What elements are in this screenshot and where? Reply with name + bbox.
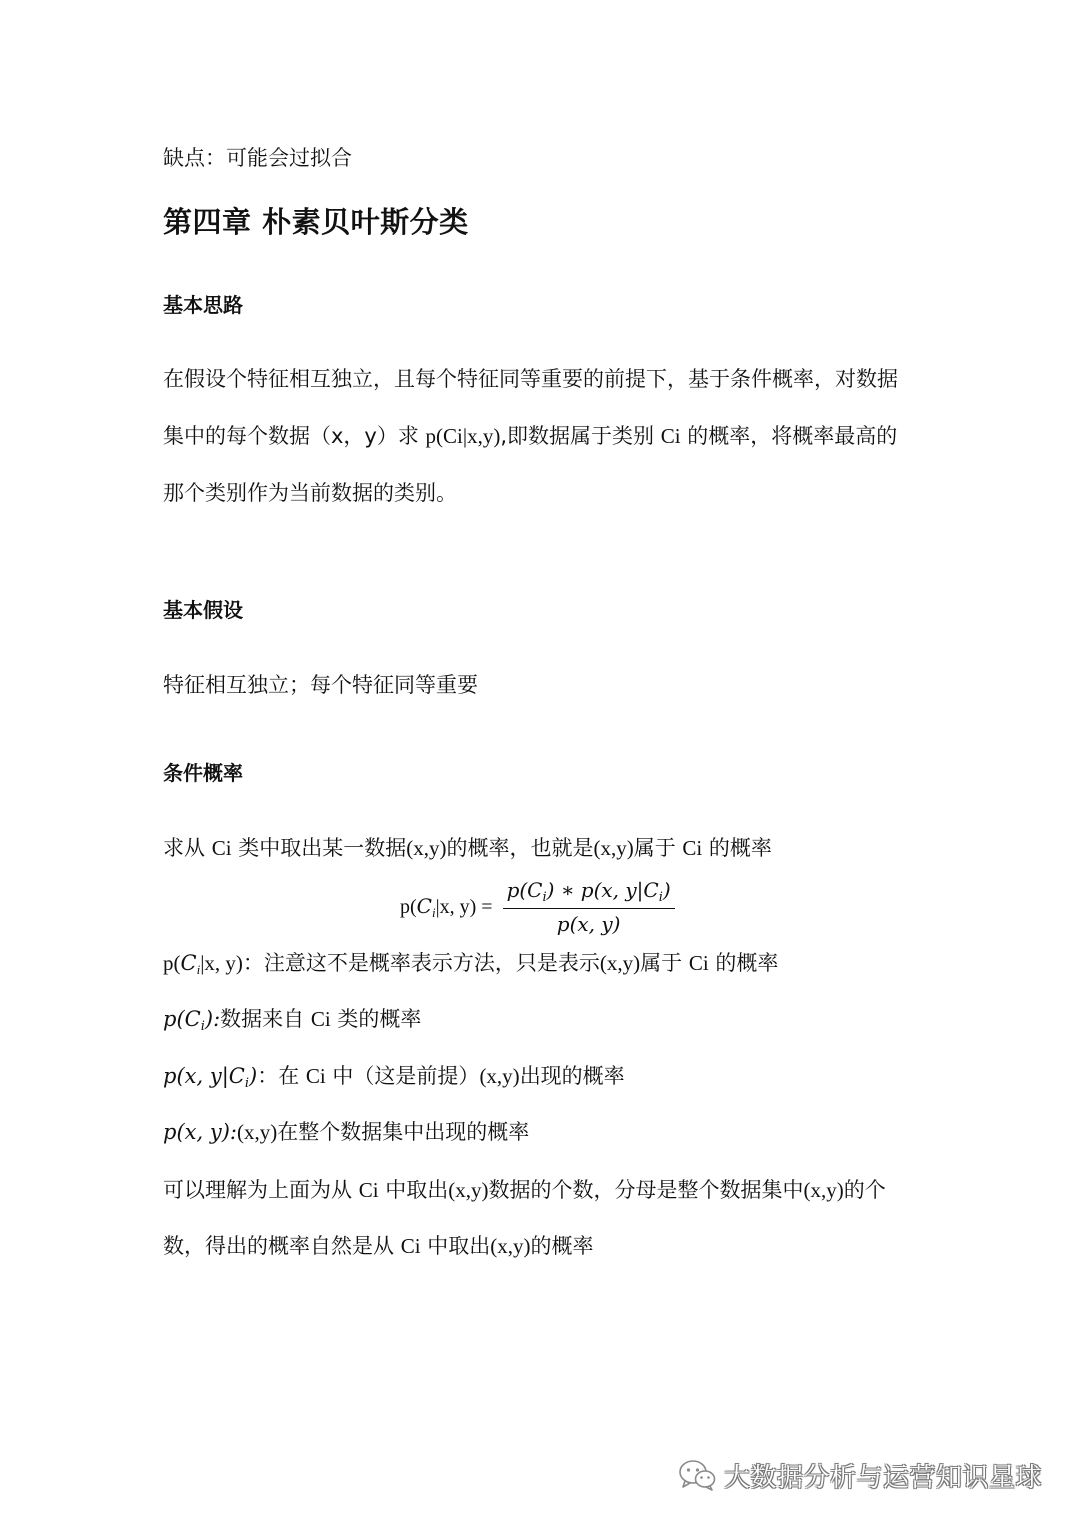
math-part: p(: [163, 951, 181, 975]
math-span: (x,y): [448, 1178, 489, 1202]
wechat-icon: [678, 1458, 716, 1492]
section-conditional-probability: 条件概率: [163, 761, 243, 785]
math-part: ): [249, 1064, 258, 1088]
chapter-title: 第四章 朴素贝叶斯分类: [163, 205, 469, 239]
explanation-line-1: [163, 1180, 886, 1201]
math-part: |x, y): [200, 951, 243, 975]
text-span: ：在: [257, 1064, 306, 1088]
math-span: Ci: [211, 836, 232, 860]
text-span: 类的概率: [330, 1007, 422, 1031]
math-span: Ci: [682, 836, 703, 860]
formula-denominator: p(x, y): [556, 912, 621, 936]
text-span: 的个: [843, 1178, 886, 1202]
text-span: 的概率，将概率最高的: [680, 424, 898, 448]
math-part: C: [180, 951, 197, 975]
math-part: ):: [204, 1007, 221, 1031]
math-span: (x,y): [803, 1178, 844, 1202]
math-span: Ci: [305, 1064, 326, 1088]
definition-line-2: [163, 1009, 421, 1033]
definition-line-3: [163, 1066, 625, 1090]
formula-part: p(: [400, 895, 417, 918]
drawback-line: 缺点：可能会过拟合: [163, 146, 352, 170]
math-span: Ci: [660, 424, 681, 448]
formula-part: ) ∗ p(x, y|C: [546, 878, 659, 902]
math-span: Ci: [358, 1178, 379, 1202]
math-span: (x,y): [236, 1120, 278, 1144]
text-span: 属于: [640, 951, 689, 975]
definition-line-1: [163, 953, 778, 976]
formula-subscript: i: [431, 904, 436, 920]
text-span: ：注意这不是概率表示方法，只是表示: [242, 951, 600, 975]
text-span: 类中取出某一数据: [231, 836, 407, 860]
text-span: 的概率: [530, 1234, 594, 1258]
text-span: 出现的概率: [519, 1064, 625, 1088]
text-span: 中取出: [420, 1234, 491, 1258]
formula-subscript: i: [542, 890, 547, 905]
assumption-line: 特征相互独立；每个特征同等重要: [163, 673, 478, 697]
math-span: [163, 1064, 258, 1091]
watermark-text: 大数据分析与运营知识星球: [724, 1462, 1043, 1493]
text-span: 的概率: [702, 836, 772, 860]
text-span: 可以理解为上面为从: [163, 1178, 359, 1202]
watermark: [678, 1450, 1042, 1500]
paragraph-line-1: 在假设个特征相互独立，且每个特征同等重要的前提下，基于条件概率，对数据: [163, 367, 898, 391]
conditional-line: [163, 838, 772, 859]
formula-part: C: [416, 893, 432, 918]
math-part: p(C: [163, 1007, 201, 1031]
formula-part: ): [662, 878, 671, 902]
math-span: p(Ci|x,y): [425, 424, 501, 448]
formula-subscript: i: [658, 890, 663, 905]
math-span: Ci: [400, 1234, 421, 1258]
math-span: p(x, y):: [163, 1120, 237, 1144]
formula-part: p(C: [506, 878, 543, 902]
math-subscript: i: [200, 1019, 205, 1034]
text-span: 集中的每个数据（x，y）求: [163, 424, 426, 448]
text-span: 在整个数据集中出现的概率: [277, 1120, 530, 1144]
explanation-line-2: [163, 1236, 593, 1257]
math-span: [163, 1007, 221, 1034]
text-span: 的概率，也就是: [446, 836, 594, 860]
math-span: [163, 951, 243, 975]
text-span: ,即数据属于类别: [500, 424, 661, 448]
text-span: 属于: [633, 836, 683, 860]
bayes-formula: [400, 876, 675, 938]
math-span: (x,y): [599, 951, 641, 975]
math-part: p(x, y|C: [163, 1064, 245, 1088]
text-span: 求从: [163, 836, 212, 860]
math-subscript: i: [196, 962, 201, 977]
text-span: 的概率: [708, 951, 779, 975]
formula-fraction: [503, 878, 675, 936]
math-span: (x,y): [593, 836, 634, 860]
text-span: 数据的个数，分母是整个数据集中: [488, 1178, 804, 1202]
text-span: 数，得出的概率自然是从: [163, 1234, 401, 1258]
definition-line-4: [163, 1122, 529, 1143]
math-span: (x,y): [406, 836, 447, 860]
formula-lhs: [400, 894, 493, 921]
text-span: 数据来自: [220, 1007, 311, 1031]
math-span: Ci: [688, 951, 709, 975]
text-span: 中（这是前提）: [325, 1064, 480, 1088]
math-span: (x,y): [479, 1064, 520, 1088]
paragraph-line-3: 那个类别作为当前数据的类别。: [163, 481, 457, 505]
math-subscript: i: [244, 1076, 250, 1091]
text-span: 中取出: [378, 1178, 449, 1202]
section-basic-assumption: 基本假设: [163, 598, 243, 622]
paragraph-line-2: [163, 426, 897, 447]
section-basic-idea: 基本思路: [163, 293, 243, 317]
math-span: (x,y): [490, 1234, 531, 1258]
math-span: Ci: [310, 1007, 331, 1031]
formula-numerator: [503, 878, 675, 909]
formula-part: |x, y) =: [435, 895, 493, 918]
